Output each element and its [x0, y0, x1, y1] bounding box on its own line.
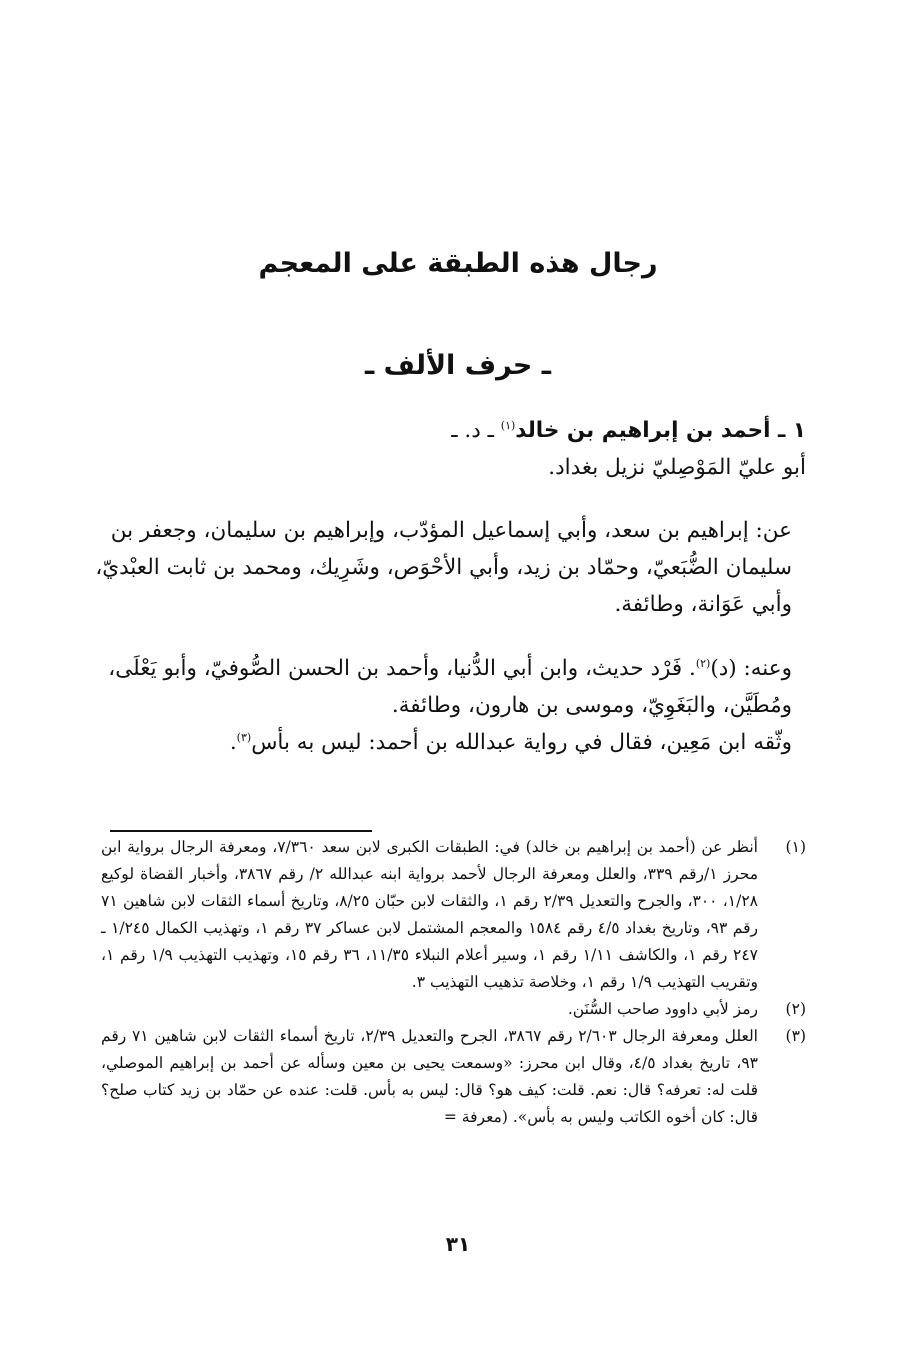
- entry-heading: [106, 412, 806, 486]
- footnote: [101, 834, 806, 996]
- footnote-ref-1: (١): [500, 418, 516, 432]
- footnote-number: (٢): [785, 1000, 806, 1018]
- students-rest: . فَرْد حديث، وابن أبي الدُّنيا، وأحمد بن الحسن الصُّوفيّ، وأبو يَعْلَى، ومُطَيَّن، والبَغَوِيّ، وموسى بن هارون، وطائفة.: [108, 656, 792, 718]
- page-title: رجال هذه الطبقة على المعجم: [258, 248, 658, 279]
- footnote-divider: [110, 830, 372, 832]
- footnote-number: (١): [785, 838, 806, 856]
- footnote-text: أنظر عن (أحمد بن إبراهيم بن خالد) في: الطبقات الكبرى لابن سعد ٧/٣٦٠، ومعرفة الرجال برواية ابن محرز ١/رقم ٣٣٩، والعلل ومعرفة الرجال لأحمد برواية ابنه عبدالله ٢/ رقم ٣٨٦٧، وأخبار القضاة لوكيع ١/٢٨، ٣٠٠، والجرح والتعديل ٢/٣٩ رقم ١، والثقات لابن حبّان ٨/٢٥، وتاريخ أسماء الثقات لابن شاهين ٧١ رقم ٩٣، وتاريخ بغداد ٤/٥ رقم ١٥٨٤ والمعجم المشتمل لابن عساكر ٣٧ رقم ١، وتهذيب الكمال ١/٢٤٥ ـ ٢٤٧ رقم ١، والكاشف ١/١١ رقم ١، وسير أعلام النبلاء ١١/٣٥، ٣٦ رقم ١٥، وتهذيب التهذيب ١/٩ رقم ١، وتقريب التهذيب ١/٩ رقم ١، وخلاصة تذهيب التهذيب ٣.: [101, 838, 759, 991]
- footnote: [101, 1023, 806, 1131]
- grading-end: .: [229, 730, 237, 755]
- entry-symbol: ـ د. ـ: [451, 418, 501, 443]
- footnote: [101, 996, 806, 1023]
- grading-text: وثّقه ابن مَعِين، فقال في رواية عبدالله بن أحمد: ليس به بأس: [251, 730, 792, 755]
- footnote-ref-3: (٣): [236, 730, 252, 744]
- page-number: ٣١: [445, 1232, 471, 1256]
- footnote-text: العلل ومعرفة الرجال ٢/٦٠٣ رقم ٣٨٦٧، الجرح والتعديل ٢/٣٩، تاريخ أسماء الثقات لابن شاهين ٧١ رقم ٩٣، تاريخ بغداد ٤/٥، وقال ابن محرز: «وسمعت يحيى بن معين وسأله عن أحمد بن إبراهيم الموصلي، قلت له: تعرفه؟ قال: نعم. قلت: كيف هو؟ قال: ليس به بأس. قلت: عنده عن حمّاد بن زيد كتاب صلح؟ قال: كان أخوه الكاتب وليس به بأس». (معرفة =: [101, 1027, 758, 1126]
- entry-grading: [102, 724, 814, 761]
- footnote-ref-2: (٢): [695, 656, 711, 670]
- entry-students-block: [102, 650, 814, 761]
- entry-kunya: أبو عليّ المَوْصِليّ نزيل بغداد.: [548, 455, 806, 480]
- footnotes: [101, 834, 806, 1131]
- entry-title: ١ ـ أحمد بن إبراهيم بن خالد: [515, 418, 806, 443]
- entry-title-line: [106, 412, 806, 449]
- footnote-text: رمز لأبي داوود صاحب السُّنَن.: [567, 1000, 758, 1018]
- entry-teachers: عن: إبراهيم بن سعد، وأبي إسماعيل المؤدّب، وإبراهيم بن سليمان، وجعفر بن سليمان الضُّبَعيّ، وحمّاد بن زيد، وأبي الأحْوَص، وشَرِيك، ومحمد بن ثابت العبْديّ، وأبي عَوَانة، وطائفة.: [95, 518, 792, 617]
- entry-students: [102, 650, 814, 724]
- section-title: ـ حرف الألف ـ: [365, 350, 551, 381]
- footnote-number: (٣): [785, 1027, 806, 1045]
- students-lead: وعنه: (د): [710, 656, 792, 681]
